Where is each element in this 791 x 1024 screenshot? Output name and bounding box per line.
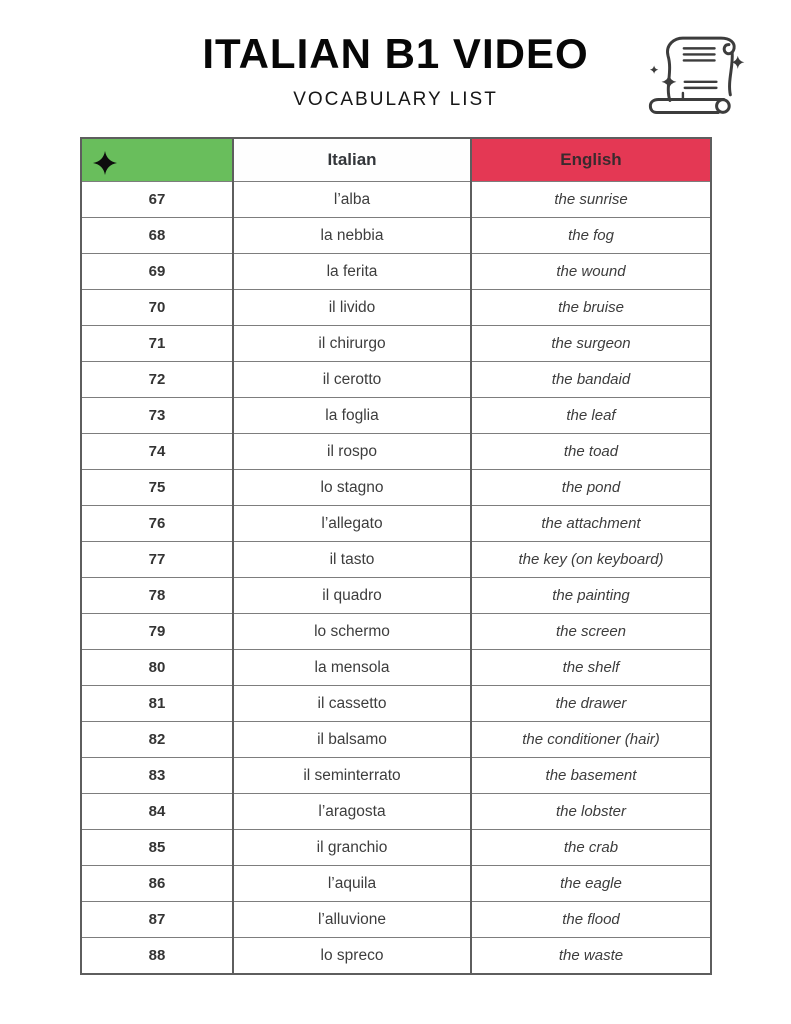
row-italian-word: l’aragosta <box>233 794 471 830</box>
page-subtitle: VOCABULARY LIST <box>293 89 498 111</box>
row-italian-word: il seminterrato <box>233 758 471 794</box>
row-number: 88 <box>81 938 233 975</box>
vocabulary-table <box>80 137 712 975</box>
row-english-translation: the flood <box>471 902 711 938</box>
row-italian-word: il cerotto <box>233 362 471 398</box>
row-number: 80 <box>81 650 233 686</box>
row-italian-word: il cassetto <box>233 686 471 722</box>
row-number: 85 <box>81 830 233 866</box>
row-english-translation: the key (on keyboard) <box>471 542 711 578</box>
row-number: 86 <box>81 866 233 902</box>
row-english-translation: the toad <box>471 434 711 470</box>
row-number: 81 <box>81 686 233 722</box>
row-number: 77 <box>81 542 233 578</box>
table-row <box>81 830 711 866</box>
row-italian-word: la foglia <box>233 398 471 434</box>
table-row <box>81 938 711 975</box>
row-english-translation: the crab <box>471 830 711 866</box>
row-number: 82 <box>81 722 233 758</box>
row-italian-word: il chirurgo <box>233 326 471 362</box>
table-row <box>81 470 711 506</box>
table-row <box>81 218 711 254</box>
header-number-cell <box>81 138 233 182</box>
table-row <box>81 506 711 542</box>
table-row <box>81 290 711 326</box>
row-number: 67 <box>81 182 233 218</box>
header-italian: Italian <box>233 138 471 182</box>
row-english-translation: the lobster <box>471 794 711 830</box>
table-row <box>81 866 711 902</box>
row-english-translation: the drawer <box>471 686 711 722</box>
row-number: 76 <box>81 506 233 542</box>
row-number: 73 <box>81 398 233 434</box>
table-row <box>81 758 711 794</box>
row-english-translation: the pond <box>471 470 711 506</box>
row-number: 72 <box>81 362 233 398</box>
row-english-translation: the waste <box>471 938 711 975</box>
row-number: 74 <box>81 434 233 470</box>
table-row <box>81 578 711 614</box>
row-italian-word: il quadro <box>233 578 471 614</box>
table-row <box>81 542 711 578</box>
table-row <box>81 902 711 938</box>
row-english-translation: the sunrise <box>471 182 711 218</box>
header-english: English <box>471 138 711 182</box>
row-english-translation: the bandaid <box>471 362 711 398</box>
table-row <box>81 722 711 758</box>
row-english-translation: the basement <box>471 758 711 794</box>
row-number: 87 <box>81 902 233 938</box>
row-italian-word: lo stagno <box>233 470 471 506</box>
four-pointed-star-icon <box>92 150 118 176</box>
table-row <box>81 398 711 434</box>
table-row <box>81 686 711 722</box>
row-italian-word: l’alluvione <box>233 902 471 938</box>
row-english-translation: the painting <box>471 578 711 614</box>
row-italian-word: lo schermo <box>233 614 471 650</box>
row-english-translation: the bruise <box>471 290 711 326</box>
row-english-translation: the leaf <box>471 398 711 434</box>
row-number: 83 <box>81 758 233 794</box>
page-title: ITALIAN B1 VIDEO <box>202 30 589 77</box>
row-english-translation: the shelf <box>471 650 711 686</box>
row-english-translation: the wound <box>471 254 711 290</box>
row-italian-word: il livido <box>233 290 471 326</box>
row-number: 79 <box>81 614 233 650</box>
row-italian-word: la nebbia <box>233 218 471 254</box>
row-italian-word: lo spreco <box>233 938 471 975</box>
table-row <box>81 614 711 650</box>
row-english-translation: the fog <box>471 218 711 254</box>
row-number: 78 <box>81 578 233 614</box>
row-italian-word: il granchio <box>233 830 471 866</box>
table-row <box>81 434 711 470</box>
row-english-translation: the attachment <box>471 506 711 542</box>
row-english-translation: the screen <box>471 614 711 650</box>
row-english-translation: the conditioner (hair) <box>471 722 711 758</box>
table-row <box>81 326 711 362</box>
vocab-table-body <box>81 182 711 975</box>
table-row <box>81 794 711 830</box>
row-number: 84 <box>81 794 233 830</box>
row-number: 69 <box>81 254 233 290</box>
row-italian-word: l’alba <box>233 182 471 218</box>
table-row <box>81 362 711 398</box>
row-italian-word: il rospo <box>233 434 471 470</box>
row-number: 71 <box>81 326 233 362</box>
row-italian-word: il tasto <box>233 542 471 578</box>
table-header-row <box>81 138 711 182</box>
row-number: 70 <box>81 290 233 326</box>
row-italian-word: la mensola <box>233 650 471 686</box>
table-row <box>81 254 711 290</box>
table-row <box>81 182 711 218</box>
row-italian-word: l’allegato <box>233 506 471 542</box>
row-italian-word: l’aquila <box>233 866 471 902</box>
table-row <box>81 650 711 686</box>
row-english-translation: the surgeon <box>471 326 711 362</box>
row-italian-word: il balsamo <box>233 722 471 758</box>
row-number: 68 <box>81 218 233 254</box>
magic-scroll-icon <box>642 28 748 118</box>
row-number: 75 <box>81 470 233 506</box>
row-english-translation: the eagle <box>471 866 711 902</box>
row-italian-word: la ferita <box>233 254 471 290</box>
